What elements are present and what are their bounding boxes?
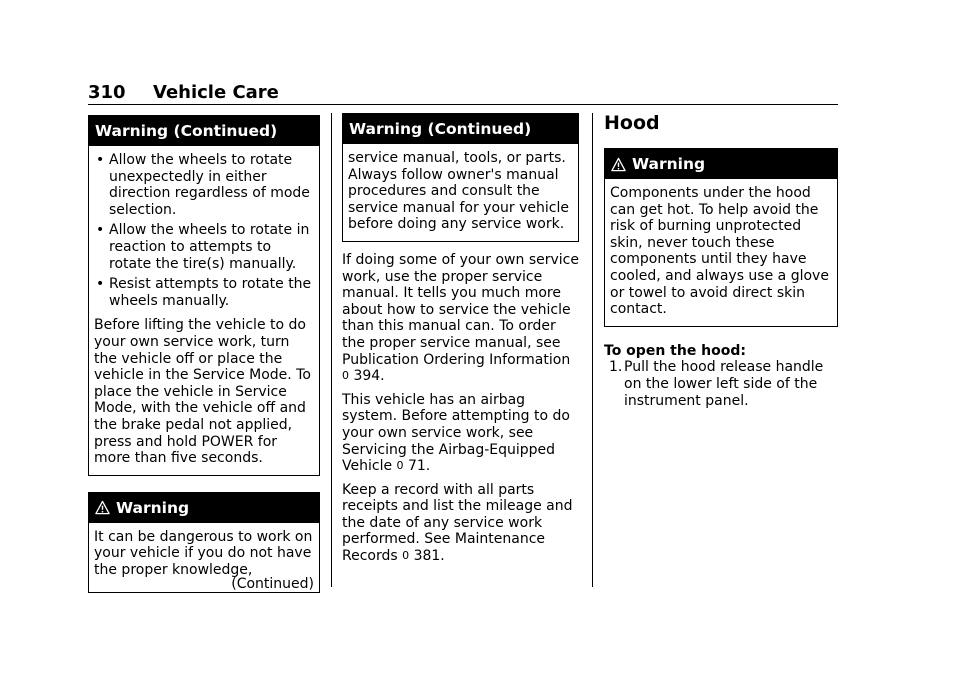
body-paragraph bbox=[342, 252, 579, 385]
column-divider bbox=[331, 113, 332, 587]
warning-box-continued bbox=[88, 115, 320, 476]
bullet-item bbox=[94, 222, 314, 272]
warning-text: Components under the hood can get hot. To help avoid the risk of burning unprotected skin, never touch these components until they have cooled, and always use a glove or towel to avoid direct skin contact. bbox=[610, 185, 829, 318]
warning-box bbox=[604, 148, 838, 327]
page-header bbox=[88, 80, 838, 105]
warning-title: Warning bbox=[632, 155, 706, 173]
bullet-item bbox=[94, 152, 314, 218]
warning-body bbox=[89, 523, 319, 593]
column-divider bbox=[592, 113, 593, 587]
warning-box bbox=[88, 492, 320, 594]
page-reference: 394. bbox=[353, 368, 385, 385]
warning-body bbox=[89, 146, 319, 475]
warning-text: service manual, tools, or parts. Always follow owner's manual procedures and consult the service manual for your vehicle before doing any service work. bbox=[348, 150, 569, 233]
page-reference: 381. bbox=[413, 548, 445, 565]
warning-heading bbox=[605, 149, 837, 179]
step-number: 1. bbox=[609, 359, 623, 376]
body-paragraph bbox=[342, 392, 579, 475]
page-reference-icon: 0 bbox=[402, 549, 410, 563]
continued-label: (Continued) bbox=[231, 576, 314, 593]
bullet-icon: • bbox=[96, 276, 105, 293]
page-number: 310 bbox=[88, 82, 126, 103]
warning-heading: Warning (Continued) bbox=[343, 114, 578, 144]
bullet-text: Resist attempts to rotate the wheels manually. bbox=[109, 276, 312, 309]
warning-triangle-icon bbox=[611, 157, 626, 172]
procedure-step bbox=[604, 359, 838, 409]
warning-heading bbox=[89, 493, 319, 523]
section-title: Vehicle Care bbox=[153, 82, 279, 103]
bullet-item bbox=[94, 276, 314, 309]
paragraph-text: Keep a record with all parts receipts and list the mileage and the date of any service work performed. See Maintenance Records bbox=[342, 481, 573, 565]
step-text: Pull the hood release handle on the lower left side of the instrument panel. bbox=[624, 359, 824, 409]
warning-body bbox=[605, 179, 837, 326]
warning-text: It can be dangerous to work on your vehicle if you do not have the proper knowledge, bbox=[94, 528, 313, 578]
warning-heading: Warning (Continued) bbox=[89, 116, 319, 146]
bullet-text: Allow the wheels to rotate in reaction to attempts to rotate the tire(s) manually. bbox=[109, 222, 310, 272]
warning-box-continued bbox=[342, 113, 579, 242]
warning-paragraph: Before lifting the vehicle to do your own service work, turn the vehicle off or place the vehicle in the Service Mode. To place the vehicle in Service Mode, with the vehicle off and the brake pedal not applied, press and hold POWER for more than five seconds. bbox=[94, 317, 311, 467]
page-reference: 71. bbox=[407, 458, 431, 475]
warning-triangle-icon bbox=[95, 500, 110, 515]
paragraph-text: If doing some of your own service work, use the proper service manual. It tells you much more about how to service the vehicle than this manual can. To order the proper service manual, see Publication Ordering Information bbox=[342, 251, 579, 368]
paragraph-text: This vehicle has an airbag system. Before attempting to do your own service work, see Servicing the Airbag-Equipped Vehicle bbox=[342, 391, 570, 475]
warning-body bbox=[343, 144, 578, 241]
page-reference-icon: 0 bbox=[342, 369, 349, 383]
bullet-icon: • bbox=[96, 222, 105, 239]
body-paragraph bbox=[342, 482, 579, 565]
bullet-text: Allow the wheels to rotate unexpectedly in either direction regardless of mode selection. bbox=[109, 152, 310, 218]
page-reference-icon: 0 bbox=[396, 459, 404, 473]
procedure-heading: To open the hood: bbox=[604, 342, 747, 359]
column-1 bbox=[88, 115, 320, 593]
bullet-icon: • bbox=[96, 152, 105, 168]
warning-title: Warning bbox=[116, 498, 190, 517]
section-heading: Hood bbox=[604, 112, 660, 134]
column-3 bbox=[604, 110, 838, 409]
column-2 bbox=[342, 113, 579, 572]
